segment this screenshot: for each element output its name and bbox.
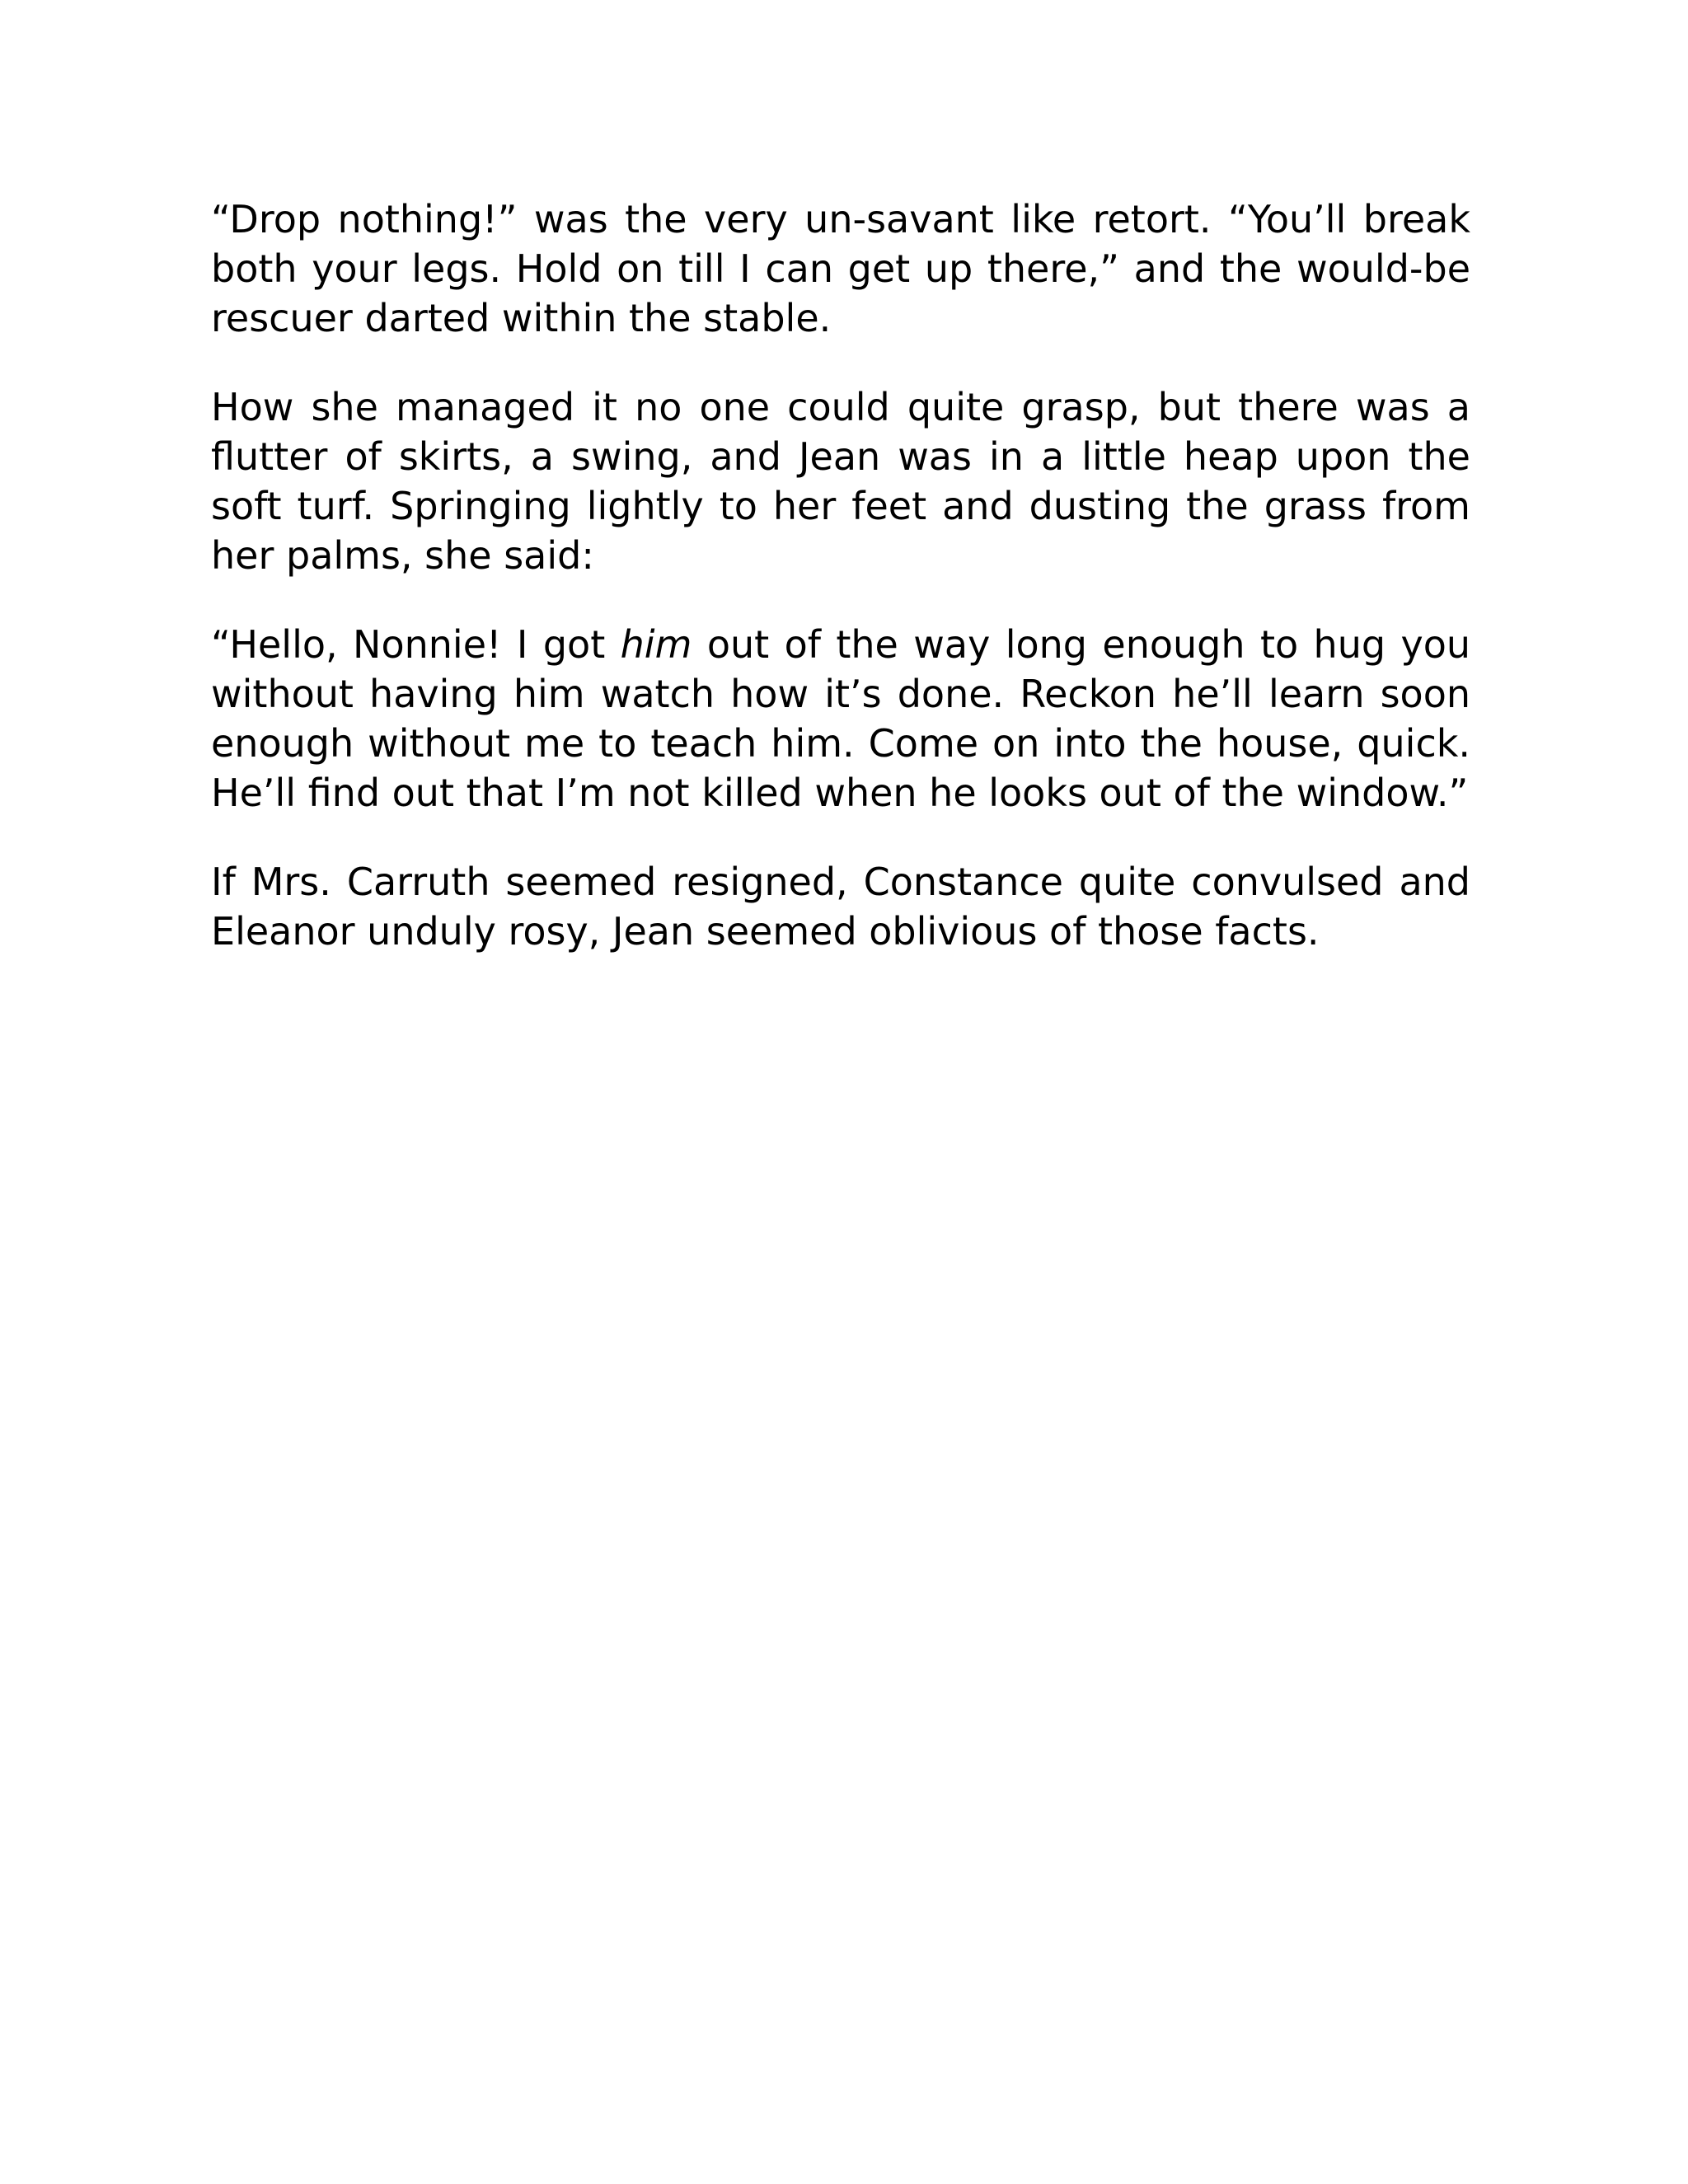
paragraph-2: How she managed it no one could quite grasp, but there was a flutter of skirts, a swing, and Jean was in a little heap upon the soft turf. Springing lightly to her feet and dusting the grass from her palms, she said:	[211, 385, 1470, 578]
paragraph-1: “Drop nothing!” was the very un-savant like retort. “You’ll break both your legs. Hold on till I can get up there,” and the would-be rescuer darted within the stable.	[211, 197, 1470, 340]
paragraph-3-emphasis: him	[620, 622, 692, 667]
paragraph-3	[211, 620, 1470, 818]
body-text	[211, 194, 1470, 956]
paragraph-3-text-after: out of the way long enough to hug you without having him watch how it’s done. Reckon he’ll learn soon enough without me to teach him. Come on into the house, quick. He’ll find out that I’m not killed when he looks out of the window.”	[211, 622, 1470, 815]
paragraph-4: If Mrs. Carruth seemed resigned, Constance quite convulsed and Eleanor unduly rosy, Jean seemed oblivious of those facts.	[211, 860, 1470, 954]
paragraph-3-text-before: “Hello, Nonnie! I got	[211, 622, 621, 667]
